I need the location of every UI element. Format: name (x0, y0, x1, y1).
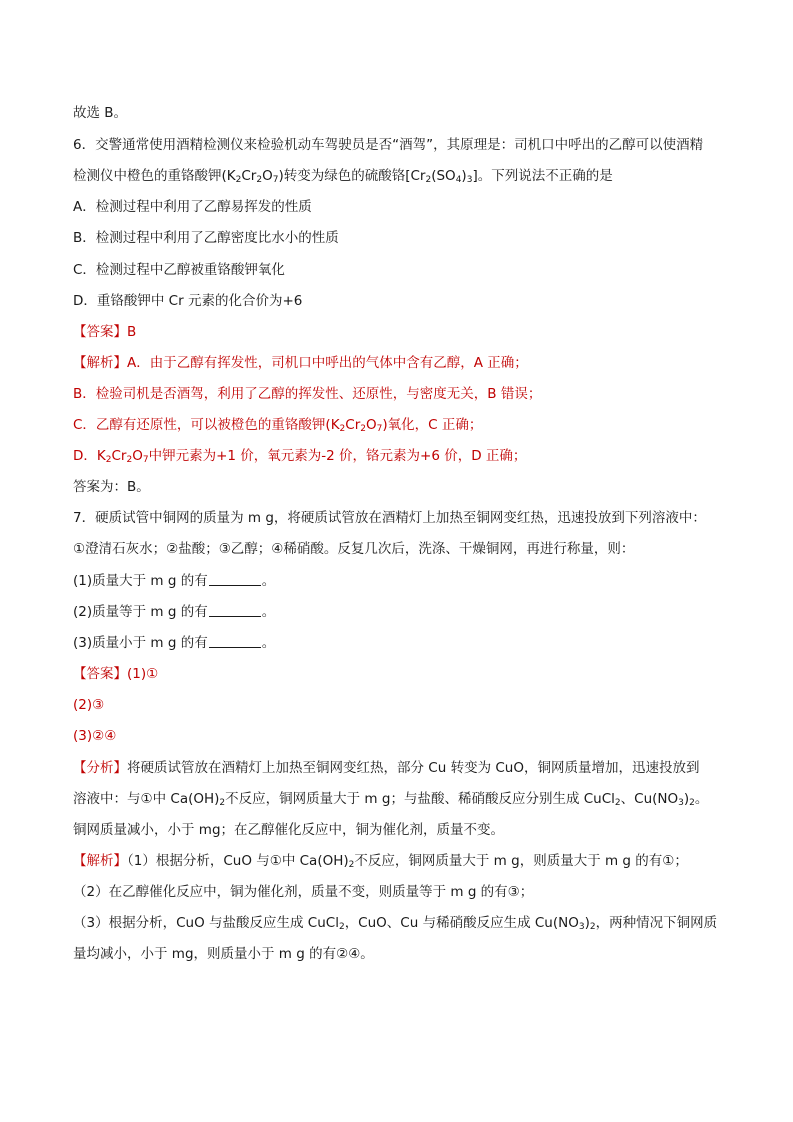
question-6-stem-line2 (73, 167, 613, 185)
text: C．检测过程中乙醇被重铬酸钾氧化 (73, 262, 285, 278)
text: （3）根据分析，CuO 与盐酸反应生成 CuCl (73, 915, 339, 931)
answer-7-part-2 (73, 696, 104, 714)
text: 转变为绿色的硫酸铬[Cr (283, 168, 426, 184)
solution-label: 【解析】 (73, 853, 127, 869)
text: (2)质量等于 m g 的有 (73, 604, 208, 620)
question-6-stem-line1 (73, 136, 703, 154)
subscript: 2 (614, 798, 621, 808)
text: ，两种情况下铜网质 (595, 915, 718, 931)
text: 。 (261, 635, 276, 651)
text: 。 (694, 791, 709, 807)
text: ) (461, 168, 467, 184)
option-d (73, 292, 302, 310)
question-7-part-3 (73, 634, 275, 652)
subscript: 7 (272, 175, 279, 185)
analysis-6-c (73, 416, 482, 434)
text: D．重铬酸钾中 Cr 元素的化合价为+6 (73, 293, 303, 309)
solution-7-line1 (73, 852, 688, 870)
text: （1）根据分析，CuO 与①中 Ca(OH) (127, 853, 349, 869)
text: 。 (261, 573, 276, 589)
subscript: 2 (689, 798, 695, 808)
text: 【解析】A．由于乙醇有挥发性，司机口中呼出的气体中含有乙醇，A 正确； (73, 355, 528, 371)
text: 7．硬质试管中铜网的质量为 m g，将硬质试管放在酒精灯上加热至铜网变红热，迅速投放到下列溶液中： (73, 510, 706, 526)
text: ①澄清石灰水；②盐酸；③乙醇；④稀硝酸。反复几次后，洗涤、干燥铜网，再进行称量，则： (73, 541, 635, 557)
text: Cr (241, 168, 257, 184)
text: 答案为：B。 (73, 479, 150, 495)
text: 不反应，铜网质量大于 m g；与盐酸、稀硝酸反应分别生成 CuCl (225, 791, 615, 807)
text: 不反应，铜网质量大于 m g，则质量大于 m g 的有①； (354, 853, 688, 869)
analysis-6-a (73, 354, 528, 372)
text: Cr (345, 417, 361, 433)
question-7-stem-line1 (73, 509, 706, 527)
analysis-6-b (73, 385, 541, 403)
text: O (366, 417, 377, 433)
text: ) (683, 791, 690, 807)
subscript: 3 (578, 922, 585, 932)
analysis-7-line3 (73, 821, 504, 839)
subscript: 2 (105, 455, 112, 465)
text: ) (278, 168, 284, 184)
text: )氧化，C 正确； (382, 417, 483, 433)
question-7-stem-line2 (73, 540, 634, 558)
text: 量均减小，小于 mg，则质量小于 m g 的有②④。 (73, 946, 374, 962)
text: ) (584, 915, 590, 931)
answer-7-part-3 (73, 727, 116, 745)
text: （2）在乙醇催化反应中，铜为催化剂，质量不变，则质量等于 m g 的有③； (73, 884, 534, 900)
subscript: 7 (376, 424, 383, 434)
subscript: 2 (235, 175, 242, 185)
text: (3)②④ (73, 728, 117, 744)
text: 中钾元素为+1 价，氧元素为-2 价，铬元素为+6 价，D 正确； (148, 448, 527, 464)
text: 将硬质试管放在酒精灯上加热至铜网变红热，部分 Cu 转变为 CuO，铜网质量增加，迅速投放到 (127, 760, 700, 776)
subscript: 2 (348, 860, 355, 870)
text: O (262, 168, 273, 184)
text: B．检验司机是否酒驾，利用了乙醇的挥发性、还原性，与密度无关，B 错误； (73, 386, 542, 402)
previous-answer-conclusion (73, 104, 127, 122)
text: 故选 B。 (73, 105, 128, 121)
analysis-7-line2 (73, 790, 708, 808)
analysis-7-line1 (73, 759, 699, 777)
answer-blank (209, 604, 261, 617)
text: 铜网质量减小，小于 mg；在乙醇催化反应中，铜为催化剂，质量不变。 (73, 822, 505, 838)
text: 溶液中：与①中 Ca(OH) (73, 791, 220, 807)
text: 。 (261, 604, 276, 620)
subscript: 2 (256, 175, 263, 185)
question-7-part-2 (73, 603, 275, 621)
text: O (132, 448, 143, 464)
text: (3)质量小于 m g 的有 (73, 635, 208, 651)
answer-blank (209, 635, 261, 648)
answer-blank (209, 573, 261, 586)
option-c (73, 261, 285, 279)
answer-7-part-1 (73, 665, 158, 683)
solution-7-line2 (73, 883, 533, 901)
text: B．检测过程中利用了乙醇密度比水小的性质 (73, 230, 339, 246)
analysis-6-d (73, 447, 526, 465)
subscript: 7 (142, 455, 149, 465)
text: ，CuO、Cu 与稀硝酸反应生成 Cu(NO (344, 915, 579, 931)
subscript: 4 (455, 175, 462, 185)
text: (SO (431, 168, 456, 184)
text: 、Cu(NO (620, 791, 679, 807)
text: (2)③ (73, 697, 105, 713)
option-b (73, 229, 339, 247)
text: D．K (73, 448, 106, 464)
text: 检测仪中橙色的重铬酸钾(K (73, 168, 236, 184)
answer-6-summary (73, 478, 150, 496)
solution-7-line4 (73, 945, 374, 963)
subscript: 2 (589, 922, 596, 932)
subscript: 2 (219, 798, 226, 808)
text: 6．交警通常使用酒精检测仪来检验机动车驾驶员是否“酒驾”，其原理是：司机口中呼出的乙醇可以使酒精 (73, 137, 704, 153)
text: A．检测过程中利用了乙醇易挥发的性质 (73, 199, 312, 215)
subscript: 3 (466, 175, 473, 185)
text: 【答案】B (73, 324, 137, 340)
text: 【答案】(1)① (73, 666, 159, 682)
answer-6 (73, 323, 136, 341)
text: C．乙醇有还原性，可以被橙色的重铬酸钾(K (73, 417, 340, 433)
question-7-part-1 (73, 572, 275, 590)
subscript: 2 (425, 175, 432, 185)
analysis-label: 【分析】 (73, 760, 127, 776)
option-a (73, 198, 312, 216)
subscript: 2 (360, 424, 366, 434)
text: Cr (111, 448, 127, 464)
solution-7-line3 (73, 914, 717, 932)
subscript: 2 (338, 922, 345, 932)
subscript: 2 (339, 424, 346, 434)
text: (1)质量大于 m g 的有 (73, 573, 208, 589)
subscript: 2 (126, 455, 133, 465)
subscript: 3 (678, 798, 684, 808)
text: ]。下列说法不正确的是 (472, 168, 613, 184)
